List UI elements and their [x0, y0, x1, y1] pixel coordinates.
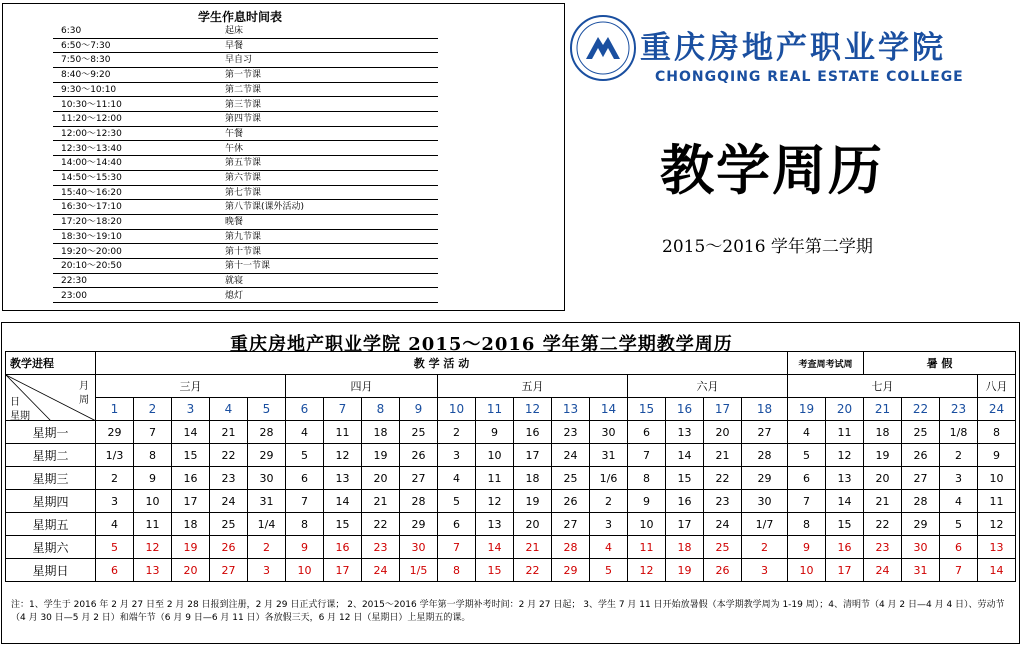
day-row [6, 421, 1016, 444]
schedule-activity: 早自习 [225, 55, 253, 66]
schedule-time: 10:30～11:10 [61, 99, 122, 110]
date-cell: 11 [134, 513, 172, 536]
date-cell: 25 [210, 513, 248, 536]
date-cell: 28 [552, 536, 590, 559]
week-number: 7 [324, 398, 362, 421]
date-cell: 27 [552, 513, 590, 536]
date-cell: 20 [172, 559, 210, 582]
week-number: 15 [628, 398, 666, 421]
date-cell: 30 [590, 421, 628, 444]
date-cell: 1/4 [248, 513, 286, 536]
date-cell: 17 [826, 559, 864, 582]
corner-cell [6, 375, 96, 421]
date-cell: 12 [476, 490, 514, 513]
schedule-time: 14:50～15:30 [61, 173, 122, 183]
date-cell: 2 [96, 467, 134, 490]
date-cell: 5 [96, 536, 134, 559]
date-cell: 7 [788, 490, 826, 513]
month-cell: 三月 [96, 375, 286, 398]
date-cell: 2 [742, 536, 788, 559]
calendar-table [5, 351, 1016, 582]
corner-weekday: 星期 [10, 411, 30, 422]
date-cell: 24 [864, 559, 902, 582]
date-cell: 19 [172, 536, 210, 559]
date-cell: 27 [210, 559, 248, 582]
date-cell: 16 [514, 421, 552, 444]
schedule-row [53, 39, 438, 54]
week-number: 22 [902, 398, 940, 421]
schedule-time: 14:00～14:40 [61, 158, 122, 169]
date-cell: 3 [96, 490, 134, 513]
date-cell: 14 [476, 536, 514, 559]
date-cell: 13 [666, 421, 704, 444]
schedule-time: 20:10～20:50 [61, 261, 122, 272]
week-number: 19 [788, 398, 826, 421]
date-cell: 14 [172, 421, 210, 444]
date-cell: 9 [978, 444, 1016, 467]
schedule-activity: 第十一节课 [225, 261, 271, 272]
schedule-time: 11:20～12:00 [61, 114, 122, 125]
schedule-time: 23:00 [61, 290, 87, 301]
corner-day: 日 [10, 397, 20, 408]
schedule-time: 22:30 [61, 275, 87, 286]
month-row [6, 375, 1016, 398]
date-cell: 24 [210, 490, 248, 513]
date-cell: 21 [362, 490, 400, 513]
week-number: 10 [438, 398, 476, 421]
week-number: 5 [248, 398, 286, 421]
date-cell: 11 [978, 490, 1016, 513]
week-number: 2 [134, 398, 172, 421]
date-cell: 28 [902, 490, 940, 513]
date-cell: 12 [628, 559, 666, 582]
semester-label: 2015～2016 学年第二学期 [662, 237, 873, 257]
week-number: 11 [476, 398, 514, 421]
date-cell: 14 [666, 444, 704, 467]
date-cell: 26 [400, 444, 438, 467]
schedule-time: 7:50～8:30 [61, 55, 111, 66]
schedule-time: 15:40～16:20 [61, 187, 122, 198]
date-cell: 9 [134, 467, 172, 490]
week-number: 12 [514, 398, 552, 421]
schedule-row [53, 259, 438, 274]
schedule-activity: 午休 [225, 143, 244, 154]
date-cell: 10 [788, 559, 826, 582]
month-cell: 七月 [788, 375, 978, 398]
date-cell: 23 [552, 421, 590, 444]
date-cell: 30 [248, 467, 286, 490]
daily-schedule-panel [2, 3, 565, 311]
date-cell: 3 [940, 467, 978, 490]
date-cell: 4 [286, 421, 324, 444]
schedule-activity: 第六节课 [225, 173, 262, 183]
date-cell: 9 [476, 421, 514, 444]
date-cell: 27 [742, 421, 788, 444]
date-cell: 16 [666, 490, 704, 513]
schedule-row [53, 200, 438, 215]
date-cell: 6 [940, 536, 978, 559]
schedule-row [53, 186, 438, 201]
date-cell: 6 [788, 467, 826, 490]
date-cell: 30 [400, 536, 438, 559]
date-cell: 7 [940, 559, 978, 582]
schedule-activity: 第二节课 [225, 84, 262, 95]
date-cell: 2 [248, 536, 286, 559]
date-cell: 26 [552, 490, 590, 513]
date-cell: 10 [476, 444, 514, 467]
day-row [6, 536, 1016, 559]
weekday-label: 星期六 [6, 536, 96, 559]
date-cell: 18 [514, 467, 552, 490]
schedule-row [53, 53, 438, 68]
week-number: 3 [172, 398, 210, 421]
schedule-row [53, 230, 438, 245]
date-cell: 23 [864, 536, 902, 559]
date-cell: 29 [96, 421, 134, 444]
date-cell: 21 [864, 490, 902, 513]
date-cell: 20 [514, 513, 552, 536]
schedule-row [53, 68, 438, 83]
schedule-row [53, 142, 438, 157]
date-cell: 15 [324, 513, 362, 536]
date-cell: 29 [248, 444, 286, 467]
week-number: 9 [400, 398, 438, 421]
schedule-time: 12:30～13:40 [61, 143, 122, 154]
week-number: 24 [978, 398, 1016, 421]
date-cell: 20 [704, 421, 742, 444]
schedule-activity: 熄灯 [225, 290, 244, 301]
date-cell: 13 [324, 467, 362, 490]
date-cell: 4 [788, 421, 826, 444]
schedule-row [53, 289, 438, 304]
date-cell: 8 [134, 444, 172, 467]
date-cell: 12 [826, 444, 864, 467]
date-cell: 2 [438, 421, 476, 444]
calendar-heading: 重庆房地产职业学院 2015～2016 学年第二学期教学周历 [230, 334, 733, 355]
date-cell: 30 [742, 490, 788, 513]
date-cell: 25 [400, 421, 438, 444]
schedule-row [53, 83, 438, 98]
schedule-time: 6:50～7:30 [61, 40, 111, 51]
schedule-activity: 第三节课 [225, 99, 262, 110]
schedule-activity: 第九节课 [225, 231, 262, 242]
schedule-activity: 第十节课 [225, 246, 262, 257]
date-cell: 22 [362, 513, 400, 536]
week-number: 20 [826, 398, 864, 421]
date-cell: 13 [134, 559, 172, 582]
date-cell: 5 [438, 490, 476, 513]
date-cell: 7 [134, 421, 172, 444]
date-cell: 29 [552, 559, 590, 582]
date-cell: 20 [362, 467, 400, 490]
date-cell: 16 [826, 536, 864, 559]
date-cell: 21 [704, 444, 742, 467]
date-cell: 19 [666, 559, 704, 582]
schedule-time: 6:30 [61, 26, 82, 36]
date-cell: 21 [514, 536, 552, 559]
date-cell: 7 [438, 536, 476, 559]
date-cell: 3 [590, 513, 628, 536]
date-cell: 17 [172, 490, 210, 513]
college-logo-icon [570, 15, 636, 81]
corner-month: 月 [79, 381, 89, 392]
date-cell: 17 [514, 444, 552, 467]
date-cell: 4 [96, 513, 134, 536]
notes: 注：1、学生于 2016 年 2 月 27 日至 2 月 28 日报到注册，2 月 29 日正式行课； 2、2015～2016 学年第一学期补考时间：2 月 27 日起； 3、学生 7 月 11 日开始放暑假（本学期教学周为 1-19 周）；4、清明节（4 月 2 日—4 月 4 日）、劳动节（4 月 30 日—5 月 2 日）和端午节（6 月 9 日—6 月 11 日）各放假三天，6 月 12 日（星期日）上星期五的课。 [11, 600, 1005, 623]
week-row [6, 398, 1016, 421]
date-cell: 4 [590, 536, 628, 559]
date-cell: 23 [704, 490, 742, 513]
day-row [6, 467, 1016, 490]
month-cell: 六月 [628, 375, 788, 398]
date-cell: 10 [134, 490, 172, 513]
weekday-label: 星期二 [6, 444, 96, 467]
weekday-label: 星期三 [6, 467, 96, 490]
date-cell: 27 [902, 467, 940, 490]
date-cell: 12 [134, 536, 172, 559]
day-row [6, 559, 1016, 582]
schedule-activity: 起床 [225, 26, 244, 36]
date-cell: 8 [788, 513, 826, 536]
day-row [6, 513, 1016, 536]
date-cell: 18 [172, 513, 210, 536]
date-cell: 4 [438, 467, 476, 490]
date-cell: 5 [590, 559, 628, 582]
date-cell: 31 [902, 559, 940, 582]
date-cell: 22 [514, 559, 552, 582]
date-cell: 5 [940, 513, 978, 536]
week-number: 23 [940, 398, 978, 421]
schedule-row [53, 156, 438, 171]
teaching-calendar [1, 322, 1020, 644]
week-number: 6 [286, 398, 324, 421]
date-cell: 9 [286, 536, 324, 559]
schedule-activity: 第四节课 [225, 114, 262, 125]
date-cell: 15 [476, 559, 514, 582]
schedule-activity: 第一节课 [225, 70, 262, 81]
date-cell: 16 [172, 467, 210, 490]
week-number: 1 [96, 398, 134, 421]
month-cell: 五月 [438, 375, 628, 398]
date-cell: 9 [788, 536, 826, 559]
date-cell: 8 [438, 559, 476, 582]
date-cell: 6 [96, 559, 134, 582]
week-number: 4 [210, 398, 248, 421]
date-cell: 29 [742, 467, 788, 490]
date-cell: 18 [362, 421, 400, 444]
date-cell: 13 [826, 467, 864, 490]
date-cell: 3 [438, 444, 476, 467]
schedule-activity: 第八节课(课外活动) [225, 202, 305, 213]
date-cell: 10 [978, 467, 1016, 490]
date-cell: 6 [438, 513, 476, 536]
month-cell: 八月 [978, 375, 1016, 398]
schedule-time: 16:30～17:10 [61, 202, 122, 213]
date-cell: 7 [628, 444, 666, 467]
vacation-label: 暑 假 [864, 352, 1016, 375]
week-number: 14 [590, 398, 628, 421]
date-cell: 11 [826, 421, 864, 444]
date-cell: 1/8 [940, 421, 978, 444]
date-cell: 28 [248, 421, 286, 444]
schedule-time: 18:30～19:10 [61, 231, 122, 242]
date-cell: 8 [286, 513, 324, 536]
date-cell: 14 [978, 559, 1016, 582]
date-cell: 26 [902, 444, 940, 467]
date-cell: 5 [286, 444, 324, 467]
date-cell: 31 [590, 444, 628, 467]
date-cell: 10 [286, 559, 324, 582]
schedule-time: 19:20～20:00 [61, 246, 122, 257]
schedule-title: 学生作息时间表 [198, 10, 283, 24]
weekday-label: 星期一 [6, 421, 96, 444]
date-cell: 8 [978, 421, 1016, 444]
date-cell: 23 [210, 467, 248, 490]
date-cell: 18 [864, 421, 902, 444]
progress-label: 教学进程 [6, 352, 96, 375]
college-name-cn: 重庆房地产职业学院 [640, 30, 946, 66]
date-cell: 15 [172, 444, 210, 467]
corner-week: 周 [79, 395, 89, 406]
date-cell: 22 [704, 467, 742, 490]
schedule-activity: 就寝 [225, 275, 244, 286]
date-cell: 25 [704, 536, 742, 559]
date-cell: 18 [666, 536, 704, 559]
date-cell: 6 [628, 421, 666, 444]
month-cell: 四月 [286, 375, 438, 398]
date-cell: 22 [864, 513, 902, 536]
date-cell: 22 [210, 444, 248, 467]
date-cell: 20 [864, 467, 902, 490]
date-cell: 1/3 [96, 444, 134, 467]
weekday-label: 星期五 [6, 513, 96, 536]
date-cell: 26 [704, 559, 742, 582]
date-cell: 13 [476, 513, 514, 536]
date-cell: 24 [552, 444, 590, 467]
date-cell: 15 [666, 467, 704, 490]
date-cell: 27 [400, 467, 438, 490]
schedule-row [53, 127, 438, 142]
exam-label: 考查周考试周 [788, 352, 864, 375]
date-cell: 26 [210, 536, 248, 559]
date-cell: 21 [210, 421, 248, 444]
date-cell: 1/6 [590, 467, 628, 490]
header-row [6, 352, 1016, 375]
date-cell: 15 [826, 513, 864, 536]
date-cell: 19 [362, 444, 400, 467]
date-cell: 19 [864, 444, 902, 467]
date-cell: 7 [286, 490, 324, 513]
date-cell: 11 [628, 536, 666, 559]
date-cell: 25 [902, 421, 940, 444]
date-cell: 17 [324, 559, 362, 582]
date-cell: 9 [628, 490, 666, 513]
date-cell: 3 [742, 559, 788, 582]
schedule-time: 9:30～10:10 [61, 84, 117, 95]
date-cell: 29 [902, 513, 940, 536]
date-cell: 29 [400, 513, 438, 536]
date-cell: 5 [788, 444, 826, 467]
date-cell: 25 [552, 467, 590, 490]
activity-label: 教 学 活 动 [96, 352, 788, 375]
schedule-time: 8:40～9:20 [61, 70, 111, 81]
schedule-activity: 午餐 [225, 128, 244, 139]
weekday-label: 星期日 [6, 559, 96, 582]
date-cell: 1/5 [400, 559, 438, 582]
date-cell: 3 [248, 559, 286, 582]
calendar-big-title: 教学周历 [660, 139, 884, 202]
top-section [0, 0, 1021, 318]
date-cell: 16 [324, 536, 362, 559]
college-name-en: CHONGQING REAL ESTATE COLLEGE [655, 69, 964, 85]
date-cell: 28 [400, 490, 438, 513]
date-cell: 28 [742, 444, 788, 467]
date-cell: 19 [514, 490, 552, 513]
date-cell: 23 [362, 536, 400, 559]
date-cell: 1/7 [742, 513, 788, 536]
schedule-activity: 第五节课 [225, 158, 262, 169]
schedule-row [53, 24, 438, 39]
date-cell: 6 [286, 467, 324, 490]
date-cell: 10 [628, 513, 666, 536]
week-number: 8 [362, 398, 400, 421]
date-cell: 8 [628, 467, 666, 490]
date-cell: 24 [362, 559, 400, 582]
date-cell: 12 [324, 444, 362, 467]
day-row [6, 444, 1016, 467]
week-number: 13 [552, 398, 590, 421]
date-cell: 11 [324, 421, 362, 444]
schedule-row [53, 171, 438, 186]
date-cell: 17 [666, 513, 704, 536]
schedule-row [53, 112, 438, 127]
schedule-time: 12:00～12:30 [61, 128, 122, 139]
schedule-row [53, 98, 438, 113]
week-number: 17 [704, 398, 742, 421]
schedule-activity: 第七节课 [225, 187, 262, 198]
week-number: 18 [742, 398, 788, 421]
date-cell: 24 [704, 513, 742, 536]
date-cell: 2 [590, 490, 628, 513]
day-row [6, 490, 1016, 513]
schedule-row [53, 245, 438, 260]
date-cell: 4 [940, 490, 978, 513]
date-cell: 30 [902, 536, 940, 559]
date-cell: 31 [248, 490, 286, 513]
week-number: 16 [666, 398, 704, 421]
date-cell: 14 [324, 490, 362, 513]
weekday-label: 星期四 [6, 490, 96, 513]
schedule-time: 17:20～18:20 [61, 217, 122, 228]
date-cell: 2 [940, 444, 978, 467]
date-cell: 12 [978, 513, 1016, 536]
schedule-activity: 早餐 [225, 40, 244, 51]
date-cell: 11 [476, 467, 514, 490]
schedule-row [53, 215, 438, 230]
week-number: 21 [864, 398, 902, 421]
schedule-row [53, 274, 438, 289]
schedule-activity: 晚餐 [225, 217, 244, 228]
date-cell: 14 [826, 490, 864, 513]
date-cell: 13 [978, 536, 1016, 559]
